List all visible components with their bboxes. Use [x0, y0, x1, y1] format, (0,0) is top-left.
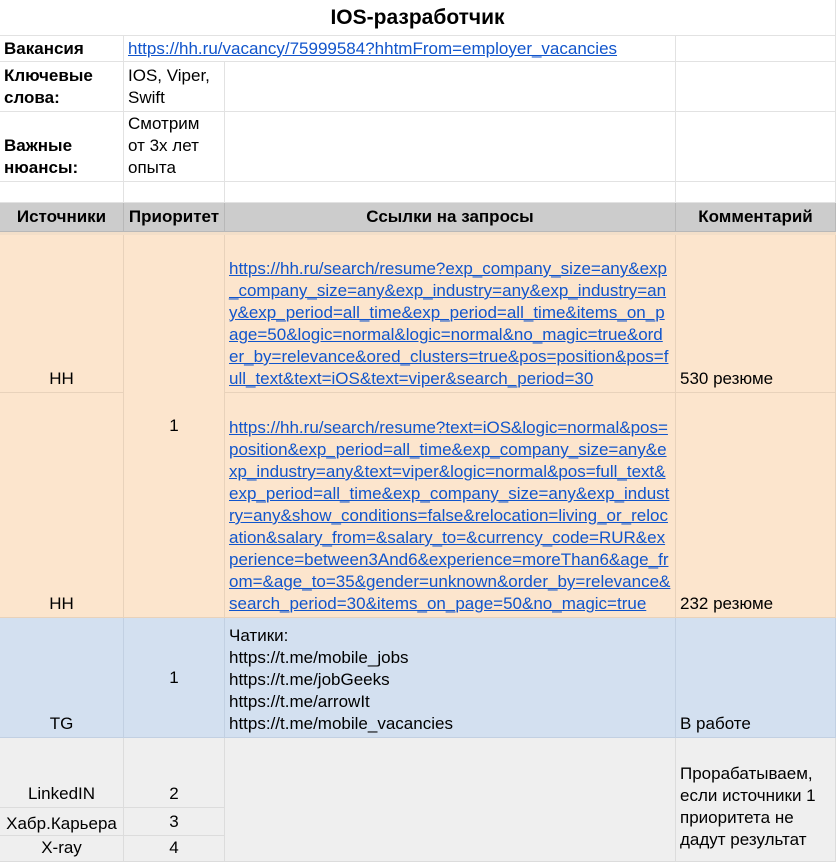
keywords-label[interactable]: Ключевые слова:: [0, 62, 124, 112]
tg-chat-links: Чатики: https://t.me/mobile_jobs https://t.me/jobGeeks https://t.me/arrowIt https://t.me/mobile_vacancies: [229, 626, 453, 733]
tg-links-cell[interactable]: [225, 618, 676, 738]
habr-priority[interactable]: 3: [124, 808, 225, 836]
hh-link-cell-2[interactable]: [225, 393, 676, 618]
hh-search-link-1[interactable]: https://hh.ru/search/resume?exp_company_size=any&exp_company_size=any&exp_industry=any&exp_industry=any&exp_period=all_time&exp_period=all_time&items_on_page=50&logic=normal&logic=normal&no_magic=true&order_by=relevance&ored_clusters=true&pos=position&pos=full_text&text=iOS&text=viper&search_period=30: [229, 259, 669, 388]
empty-cell[interactable]: [225, 62, 676, 112]
hh-link-cell-1[interactable]: [225, 235, 676, 393]
others-comment[interactable]: Прорабатываем, если источники 1 приоритета не дадут результат: [676, 738, 836, 862]
linkedin-priority[interactable]: 2: [124, 738, 225, 808]
page-title[interactable]: IOS-разработчик: [0, 0, 836, 36]
xray-priority[interactable]: 4: [124, 836, 225, 862]
hh-comment-2[interactable]: 232 резюме: [676, 393, 836, 618]
xray-source[interactable]: X-ray: [0, 836, 124, 862]
linkedin-source[interactable]: LinkedIN: [0, 738, 124, 808]
habr-source[interactable]: Хабр.Карьера: [0, 808, 124, 836]
header-comment[interactable]: Комментарий: [676, 203, 836, 232]
header-priority[interactable]: Приоритет: [124, 203, 225, 232]
hh-search-link-2[interactable]: https://hh.ru/search/resume?text=iOS&logic=normal&pos=position&exp_period=all_time&exp_company_size=any&exp_industry=any&text=viper&logic=normal&pos=full_text&exp_period=all_time&exp_company_size=any&exp_industry=any&show_conditions=false&relocation=living_or_relocation&salary_from=&salary_to=&currency_code=RUR&experience=between3And6&experience=moreThan6&age_from=&age_to=35&gender=unknown&order_by=relevance&search_period=30&items_on_page=50&no_magic=true: [229, 418, 671, 613]
tg-comment[interactable]: В работе: [676, 618, 836, 738]
vacancy-link[interactable]: https://hh.ru/vacancy/75999584?hhtmFrom=employer_vacancies: [128, 38, 618, 58]
hh-source-1[interactable]: HH: [0, 235, 124, 393]
hh-priority[interactable]: 1: [124, 235, 225, 618]
empty-cell[interactable]: [225, 182, 676, 203]
others-links-cell[interactable]: [225, 738, 676, 862]
nuances-label[interactable]: Важные нюансы:: [0, 112, 124, 182]
keywords-value[interactable]: IOS, Viper, Swift: [124, 62, 225, 112]
empty-cell[interactable]: [676, 36, 836, 62]
header-sources[interactable]: Источники: [0, 203, 124, 232]
empty-cell[interactable]: [124, 182, 225, 203]
tg-source[interactable]: TG: [0, 618, 124, 738]
vacancy-link-cell[interactable]: [124, 36, 676, 62]
hh-comment-1[interactable]: 530 резюме: [676, 235, 836, 393]
tg-priority[interactable]: 1: [124, 618, 225, 738]
empty-cell[interactable]: [225, 112, 676, 182]
empty-cell[interactable]: [0, 182, 124, 203]
header-links[interactable]: Ссылки на запросы: [225, 203, 676, 232]
empty-cell[interactable]: [676, 112, 836, 182]
nuances-value[interactable]: Смотрим от 3х лет опыта: [124, 112, 225, 182]
vacancy-label[interactable]: Вакансия: [0, 36, 124, 62]
empty-cell[interactable]: [676, 182, 836, 203]
empty-cell[interactable]: [676, 62, 836, 112]
hh-source-2[interactable]: HH: [0, 393, 124, 618]
